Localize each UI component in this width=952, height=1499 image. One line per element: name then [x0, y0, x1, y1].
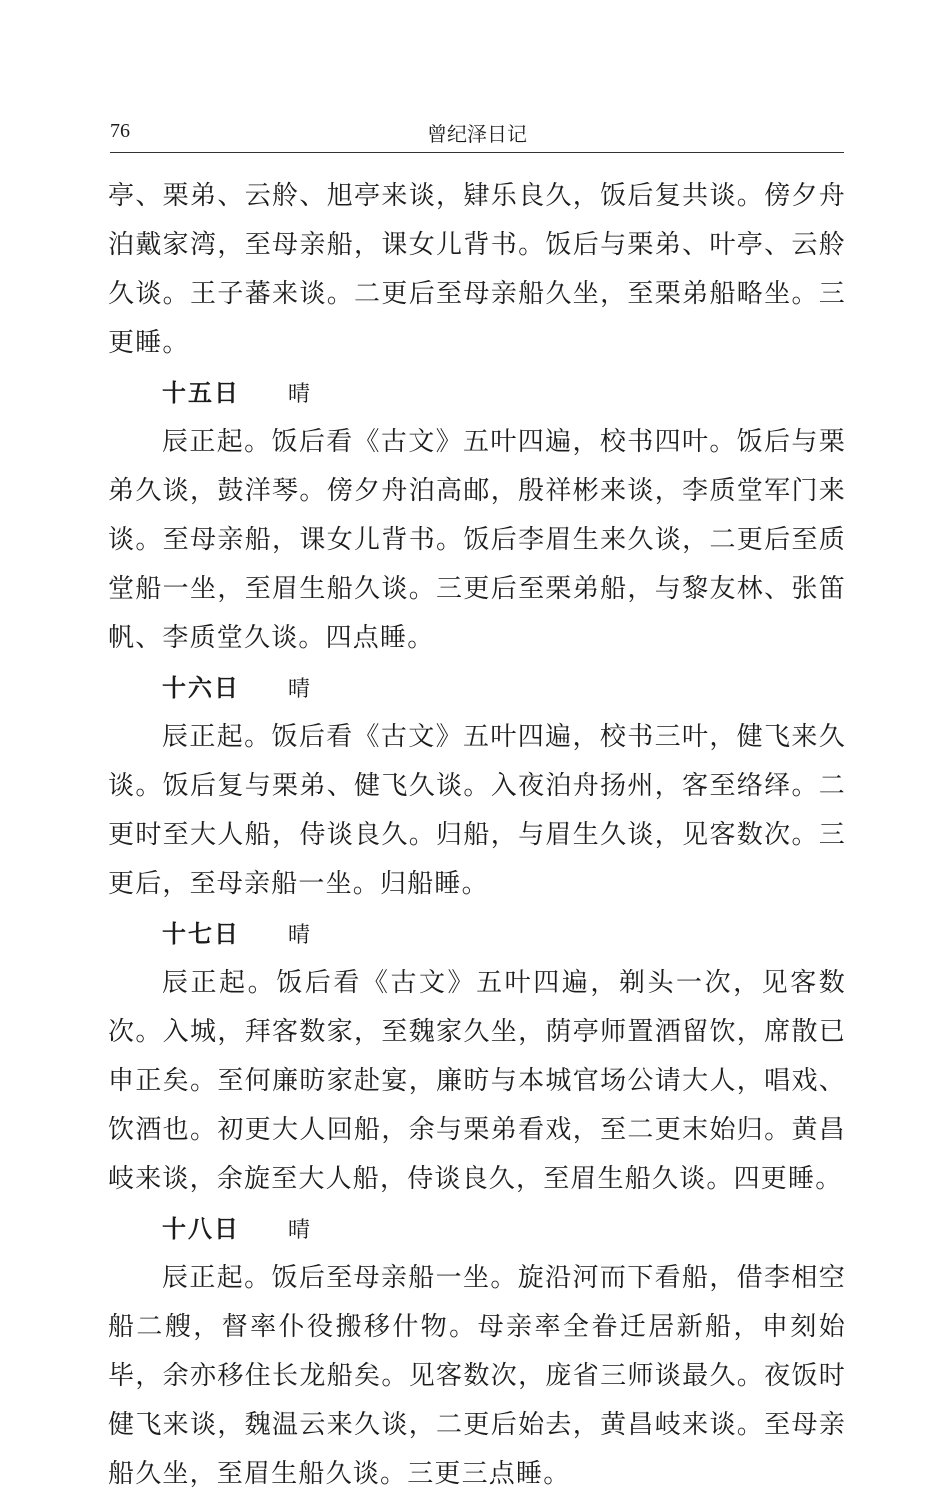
entry-weather: 晴	[288, 382, 311, 407]
diary-entry-15	[108, 368, 846, 663]
page-header	[110, 112, 844, 150]
page-number: 76	[110, 120, 130, 142]
entry-weather: 晴	[288, 923, 311, 948]
header-divider	[110, 152, 844, 153]
diary-entry-16	[108, 663, 846, 909]
entry-text: 辰正起。饭后看《古文》五叶四遍，校书四叶。饭后与栗弟久谈，鼓洋琴。傍夕舟泊高邮，殷祥彬来谈，李质堂军门来谈。至母亲船，课女儿背书。饭后李眉生来久谈，二更后至质堂船一坐，至眉生船久谈。三更后至栗弟船，与黎友林、张笛帆、李质堂久谈。四点睡。	[108, 427, 846, 653]
continued-paragraph: 亭、栗弟、云舲、旭亭来谈，肄乐良久，饭后复共谈。傍夕舟泊戴家湾，至母亲船，课女儿背书。饭后与栗弟、叶亭、云舲久谈。王子蕃来谈。二更后至母亲船久坐，至栗弟船略坐。三更睡。	[108, 181, 846, 358]
entry-heading	[108, 909, 846, 959]
entry-heading	[108, 663, 846, 713]
entry-heading	[108, 1204, 846, 1254]
entry-weather: 晴	[288, 677, 311, 702]
entry-text: 辰正起。饭后看《古文》五叶四遍，校书三叶，健飞来久谈。饭后复与栗弟、健飞久谈。入夜泊舟扬州，客至络绎。二更时至大人船，侍谈良久。归船，与眉生久谈，见客数次。三更后，至母亲船一坐。归船睡。	[108, 722, 846, 899]
entry-weather: 晴	[288, 1218, 311, 1243]
entry-date: 十八日	[162, 1215, 240, 1243]
diary-entry-17	[108, 909, 846, 1204]
diary-entry-18	[108, 1204, 846, 1499]
entry-date: 十六日	[162, 674, 240, 702]
book-title: 曾纪泽日记	[427, 122, 527, 146]
entry-date: 十五日	[162, 379, 240, 407]
diary-body	[108, 172, 846, 1499]
entry-heading	[108, 368, 846, 418]
entry-text: 辰正起。饭后看《古文》五叶四遍，剃头一次，见客数次。入城，拜客数家，至魏家久坐，荫亭师置酒留饮，席散已申正矣。至何廉昉家赴宴，廉昉与本城官场公请大人，唱戏、饮酒也。初更大人回船，余与栗弟看戏，至二更末始归。黄昌岐来谈，余旋至大人船，侍谈良久，至眉生船久谈。四更睡。	[108, 968, 846, 1194]
entry-text: 辰正起。饭后至母亲船一坐。旋沿河而下看船，借李相空船二艘，督率仆役搬移什物。母亲率全眷迁居新船，申刻始毕，余亦移住长龙船矣。见客数次，庞省三师谈最久。夜饭时健飞来谈，魏温云来久谈，二更后始去，黄昌岐来谈。至母亲船久坐，至眉生船久谈。三更三点睡。	[108, 1263, 846, 1489]
entry-date: 十七日	[162, 920, 240, 948]
